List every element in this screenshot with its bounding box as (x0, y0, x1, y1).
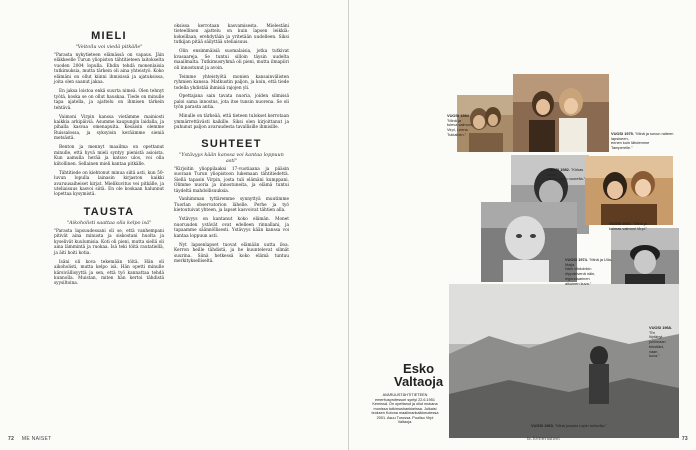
body-paragraph: Nyt lapsenlapset tuovat elämään uutta iloa. Kerron heille tähdistä, ja he kuuntelevat silmät suurina. Siinä hetkessä koko elämä tuntuu merkitykselliseltä. (174, 242, 289, 264)
right-footer (527, 436, 688, 442)
caption-1974-year: VUOSI 1974. (565, 257, 588, 262)
section-title-mieli: MIELI (91, 30, 127, 42)
caption-1968-line: löytänyt (649, 334, 663, 340)
section-tausta-head (54, 206, 164, 226)
body-paragraph: Benton ja mennyt maailma on opettanut minulle, että hyvä mieli syntyy pienistä asioista. Kun aamulla herää ja katsoo ulos, voi olla kiitollinen. Sellainen mieli kantaa pitkälle. (54, 145, 164, 167)
caption-1974-line: Näin vihdoinkin (565, 266, 592, 272)
caption-1984 (447, 114, 481, 138)
body-paragraph: Isäni oli kova tekemään töitä. Hän oli aikoholisti, mutta kelpo isä. Hän opetti minulle kärsivällisyyttä ja sen, että työ kannattaa tehdä kunnolla. Muistan, miten hän kertoi tähdistä syysiltoina. (54, 259, 164, 287)
caption-1975-line: "Minä ja sovun raiteen lapsineen, (611, 131, 674, 141)
caption-2002-line: "Minä ja (633, 221, 647, 226)
caption-1968-line: tekstiäni, (649, 343, 665, 349)
photo-1974 (481, 202, 577, 282)
caption-1974-line: "Minä ja Ulla-Maija (565, 257, 613, 267)
mieli-body (54, 53, 164, 198)
body-paragraph: oksissa kerrotaan kasvamisesta. Mielestäni tieteellinen ajattelu on kuin lapsen leikkiä: kokeillaan, erehdytään ja yritetään uudelleen. Siksi tutkijan pitää säilyttää uteliaisuus. (174, 24, 289, 46)
section-subtitle-tausta: "Aikoholisti saattaa olla kelpo isä" (66, 219, 152, 226)
person-name (394, 362, 443, 388)
caption-1963 (531, 424, 661, 429)
caption-1968-line: kuva." (649, 353, 660, 359)
section-suhteet-head (174, 138, 289, 164)
caption-1968-line: "En (649, 329, 656, 335)
column-2-body (174, 24, 289, 131)
photo-2002-image (585, 156, 673, 225)
body-paragraph: En jaksa loistoa enkä suurta nimeä. Olen tehnyt työtä, koska se on ollut hauskaa. Tiede on minulle tapa ajatella, ja ajattelu on ihmisen tärkein tehtävä. (54, 89, 164, 111)
caption-1984-line: tuleva vaimoni, (447, 122, 473, 128)
section-title-tausta: TAUSTA (83, 205, 135, 218)
caption-1975-line: Tamperelle." (611, 145, 633, 151)
caption-1984-year: VUOSI 1984 (447, 113, 469, 118)
body-paragraph: "Parasta lapsuudessani oli se, että vanhempani pitivät aina minusta ja siskostani huolta ja kyselivät kuulumisia. Koti oli pieni, mutta siellä oli aina lämmintä ja ruokaa. Isä teki töitä rautatiellä, ja äiti hoiti kotia. (54, 228, 164, 256)
caption-1974-line: legendaarinen (565, 275, 590, 281)
body-paragraph: "Parasta nykytieteen elämässä on vapaus. Jäin eläkkeelle Turun yliopiston tähtitieteen laitokselta vuoden 2004 lopulla. Ehdin tehdä monenlaisia tutkimuksia, mutta tärkein oli aina yhteistyö. Koko elämäni on ollut kiinni ihmisissä ja ajatuksissa, joita olen saanut jakaa. (54, 53, 164, 86)
caption-1984-line: "Minä ja (447, 117, 461, 123)
caption-1968-year: VUOSI 1968. (649, 325, 672, 330)
caption-1982-line: jossa näytin nuorelta." (547, 176, 586, 182)
caption-1968-line: vaan (649, 348, 658, 354)
caption-1982-line: "Kirkas kuva, (547, 167, 584, 177)
caption-1982 (547, 168, 591, 182)
body-paragraph: "Kirjoitin ylioppilaaksi 17-vuotiaana ja pääsin suoraan Turun yliopistoon lukemaan tähtitiedettä. Siellä tapasin Virpin, josta tuli elämäni kumppani. Olimme nuoria ja innostuneita, ja elämä tuntui täydeltä mahdollisuuksia. (174, 166, 289, 194)
left-footer (8, 436, 52, 442)
caption-1984-line: Virpi, Leena (447, 127, 468, 133)
section-subtitle-suhteet: "Ystävyys kään kanssa voi kantaa loppuun asti" (179, 151, 284, 164)
caption-2002 (609, 222, 689, 231)
photo-2002 (585, 156, 673, 225)
body-paragraph: Ystävyys on kantanut koko elämän. Monet nuoruuden ystävät ovat edelleen rinnallani, ja tapaamme säännöllisesti. Ystävyys kään kanssa voi kantaa loppuun asti. (174, 217, 289, 239)
column-1 (54, 30, 164, 290)
suhteet-body (174, 167, 289, 265)
body-paragraph: Vanhimman tyttäremme synnyttyä muutimme Tuorlan observatorion lähelle. Perhe ja työ kietoutuivat yhteen, ja lapset kasvoivat tähtien alla. (174, 197, 289, 214)
caption-1975-line: ennen kuin lähdemme (611, 140, 650, 146)
caption-1975 (611, 132, 691, 151)
body-paragraph: Teimme yhteistyötä monien kansainvälisten ryhmien kanssa. Matkustin paljon, ja koin, että tiede todella yhdistää ihmisiä rajojen yli. (174, 74, 289, 91)
photo-1975-image (513, 74, 609, 152)
person-first-name: Esko (403, 361, 435, 376)
left-page-number: 72 (8, 436, 15, 442)
caption-1975-year: VUOSI 1975. (611, 131, 634, 136)
section-title-suhteet: SUHTEET (201, 137, 262, 150)
caption-1963-year: VUOSI 1963. (531, 423, 554, 428)
column-2 (174, 24, 289, 268)
caption-1968-line: juhlimaan (649, 339, 666, 345)
caption-1974 (565, 258, 613, 286)
person-last-name: Valtaoja (394, 374, 444, 389)
caption-1974-line: aikuinen kuva." (565, 280, 592, 286)
right-page-number: 73 (681, 436, 688, 442)
caption-1984-line: Tukiainen." (447, 131, 467, 137)
photo-1974-image (481, 202, 577, 282)
body-paragraph: Tähtitiede on kiehtonut minua siitä asti, kun 50-luvun lopulla lainasin kirjaston kaikki avaruusaiheiset kirjat. Mielikuvitus vei pitkälle, ja uteliaisuus kasvoi siitä. En ole koskaan halunnut lopettaa kysymistä. (54, 170, 164, 198)
caption-1968 (649, 326, 693, 359)
body-paragraph: Opettajana sain tavata nuoria, joiden silmissä paloi sama innostus, jota itse tunsin nuorena. Se oli työn parasta antia. (174, 94, 289, 111)
body-paragraph: Minulle on tärkeää, että tieteen tulokset kerrotaan ymmärrettävästi kaikille. Siksi olen kirjoittanut ja puhunut paljon avaruudesta tavallisille ihmisille. (174, 114, 289, 131)
caption-1963-line: "Minä jossain Lapin tunturilla." (555, 423, 607, 428)
caption-2002-line: kolmas vaimoni Virpi." (609, 225, 648, 231)
magazine-name: ME NAISET (21, 436, 52, 442)
section-subtitle-mieli: "Veitoilu voi viedä pitkälle" (75, 44, 143, 50)
body-paragraph: Vaimoni Virpin kanssa vietämme mainiosti kaikkia arkipäiviä. Asumme kaupungin laidalla, ja pihalla kasvaa omenapuita. Kesäisin olemme Ruissalossa, ja syksyisin keräämme sieniä metsästä. (54, 114, 164, 142)
caption-2002-year: VUOSI 2002. (609, 221, 632, 226)
person-bio: AVARUUSTÄHTITIETEEN emeritusprofessori syntyi 22.6.1951 Kemissä. On opettanut ja ollut mukana monissa tutkimushankkeissa. Julkaisi teoksen Kotona maailmankaikkeudessa 2001. Asuu Turussa. Puoliso Virpi Valtaoja. (371, 393, 439, 424)
footer-url: is.fi/menaiset (526, 436, 561, 442)
body-paragraph: Olin ensimmäisiä suomalaisia, jotka tutkivat kvasaareja. Se tuntui silloin täysin uudelta maailmalta. Tutkimusryhmä oli pieni, mutta ilmapiiri oli innostunut ja avoin. (174, 49, 289, 71)
photo-1975 (513, 74, 609, 152)
caption-1974-line: riippakivenä näin, (565, 271, 596, 277)
section-mieli-head (54, 30, 164, 50)
tausta-body (54, 229, 164, 287)
caption-1982-year: VUOSI 1982. (547, 167, 570, 172)
